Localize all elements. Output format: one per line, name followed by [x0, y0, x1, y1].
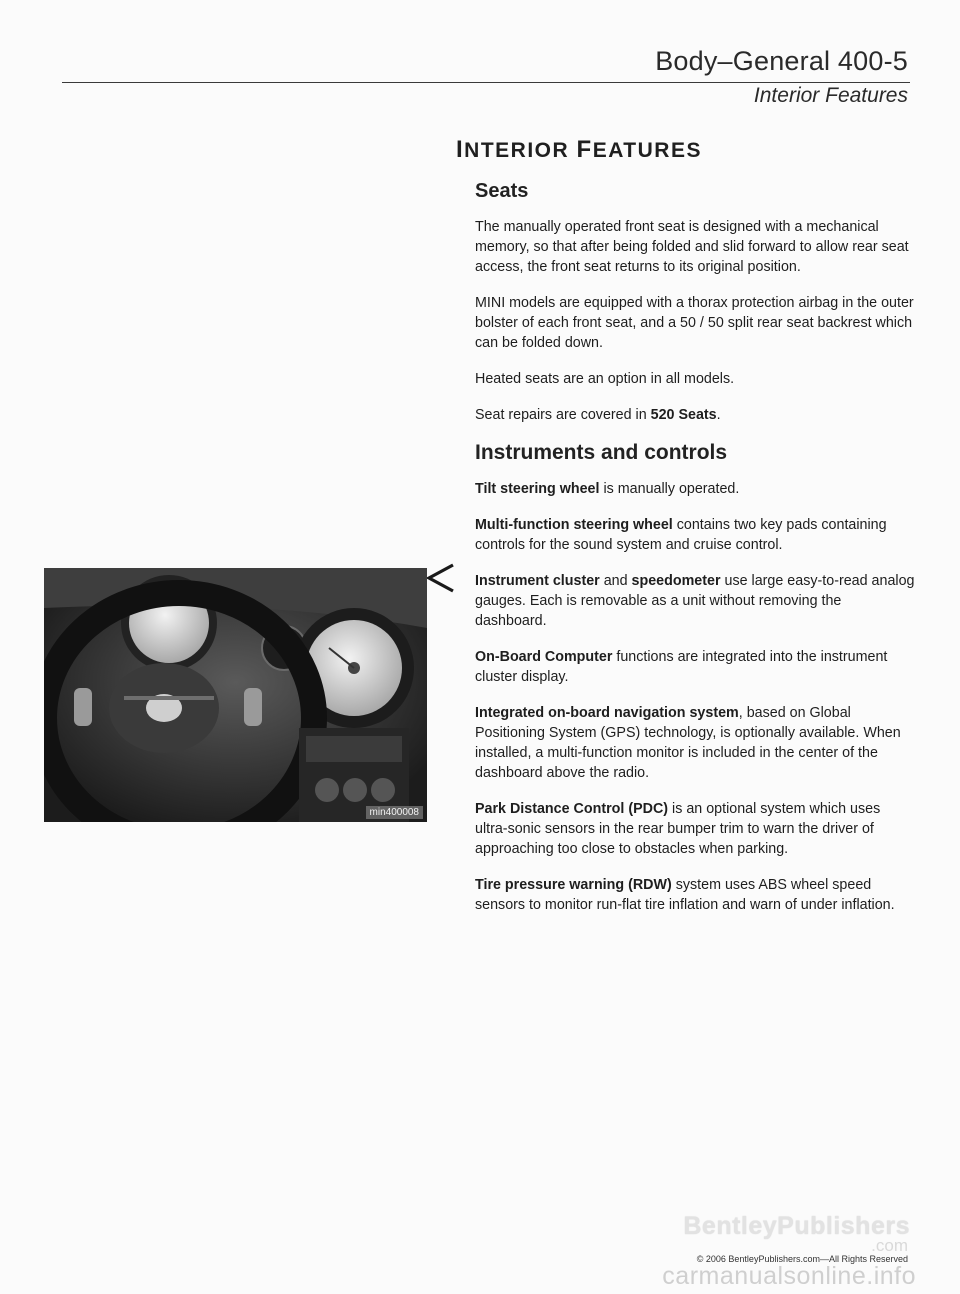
- copyright-notice: © 2006 BentleyPublishers.com—All Rights Reserved: [696, 1254, 908, 1264]
- site-watermark: carmanualsonline.info: [662, 1262, 916, 1290]
- publisher-domain: .com: [871, 1236, 908, 1255]
- seats-paragraph-3: Heated seats are an option in all models.: [475, 371, 735, 387]
- left-arrow-icon: [423, 563, 463, 593]
- item-3-term: On-Board Computer: [475, 649, 613, 665]
- instruments-item-3: [475, 647, 915, 687]
- seats-paragraph-1: The manually operated front seat is designed with a mechanical memory, so that after being folded and slid forward to allow rear seat access, the front seat returns to its original position.: [475, 219, 909, 275]
- item-2-desc-2: use large easy-to-read analog gauges. Each is removable as a unit without removing the dashboard.: [475, 573, 915, 629]
- seats-p4-end: .: [716, 407, 721, 423]
- main-content: [475, 180, 915, 931]
- instruments-item-1: [475, 515, 915, 555]
- item-6-term: Tire pressure warning (RDW): [475, 877, 672, 893]
- instruments-item-0: [475, 479, 915, 499]
- item-5-desc: is an optional system which uses ultra-sonic sensors in the rear bumper trim to warn the driver of approaching too close to obstacles when parking.: [475, 801, 881, 857]
- instruments-item-5: [475, 799, 915, 859]
- photo-id-label: min400008: [366, 806, 423, 819]
- publisher-logo: BentleyPublishers: [683, 1212, 910, 1240]
- dashboard-photo: [44, 568, 427, 822]
- running-header-subtitle: Interior Features: [753, 84, 908, 107]
- seats-paragraph-4: [475, 405, 915, 425]
- instruments-item-6: [475, 875, 915, 915]
- seats-p4-text: Seat repairs are covered in: [475, 407, 651, 423]
- item-0-term: Tilt steering wheel: [475, 481, 600, 497]
- section-heading-rest-2: EATURES: [592, 139, 702, 162]
- section-heading-initial-2: F: [576, 136, 593, 163]
- item-6-desc: system uses ABS wheel speed sensors to monitor run-flat tire inflation and warn of under inflation.: [475, 877, 895, 913]
- header-divider: [62, 82, 910, 83]
- item-4-desc: , based on Global Positioning System (GPS) technology, is optionally available. When installed, a multi-function monitor is included in the center of the dashboard above the radio.: [475, 705, 901, 781]
- seats-heading: Seats: [475, 180, 529, 202]
- instruments-item-2: [475, 571, 915, 631]
- instruments-heading: Instruments and controls: [475, 441, 728, 464]
- running-header-title: Body–General 400-5: [655, 46, 908, 76]
- item-4-term: Integrated on-board navigation system: [475, 705, 739, 721]
- item-1-desc: contains two key pads containing controls for the sound system and cruise control.: [475, 517, 887, 553]
- item-2-term: Instrument cluster: [475, 573, 600, 589]
- item-3-desc: functions are integrated into the instrument cluster display.: [475, 649, 888, 685]
- seats-p4-reference: 520 Seats: [650, 407, 717, 423]
- item-0-desc: is manually operated.: [599, 481, 740, 497]
- section-heading: [456, 136, 702, 164]
- section-heading-rest-1: NTERIOR: [464, 139, 577, 162]
- dashboard-illustration: [44, 568, 427, 822]
- item-1-term: Multi-function steering wheel: [475, 517, 673, 533]
- section-heading-initial-1: I: [456, 136, 465, 163]
- item-2-desc: and: [599, 573, 632, 589]
- instruments-item-4: [475, 703, 915, 783]
- item-5-term: Park Distance Control (PDC): [475, 801, 669, 817]
- item-2-term-2: speedometer: [631, 573, 721, 589]
- seats-paragraph-2: MINI models are equipped with a thorax protection airbag in the outer bolster of each front seat, and a 50 / 50 split rear seat backrest which can be folded down.: [475, 295, 914, 351]
